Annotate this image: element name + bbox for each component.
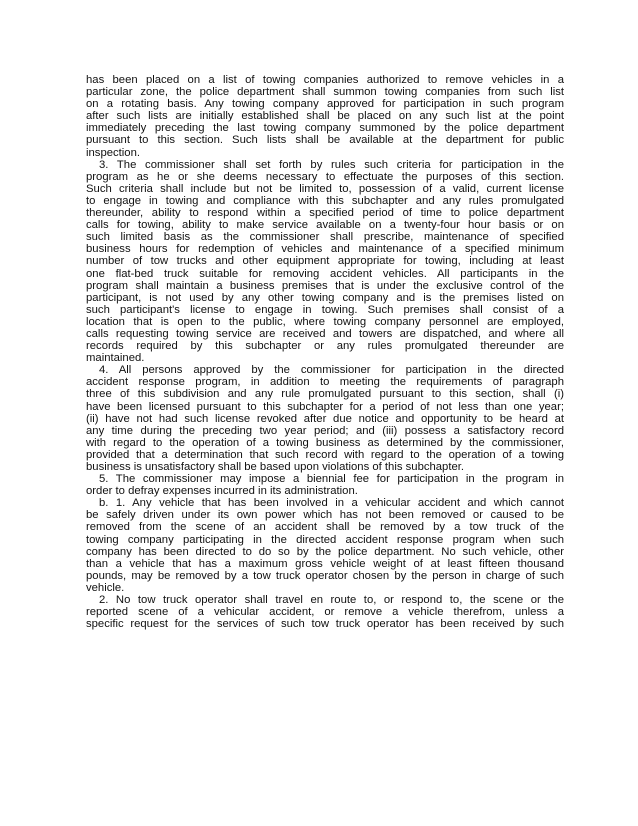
text-line: than a vehicle that has a maximum gross vehicle weight of at least fifteen thousand [86, 557, 564, 570]
text-line: one flat-bed truck suitable for removing accident vehicles. All participants in the [86, 267, 564, 280]
text-line: have been licensed pursuant to this subchapter for a period of not less than one year; [86, 400, 564, 413]
text-line: accident response program, in addition to meeting the requirements of paragraph [86, 376, 564, 389]
text-line: 4. All persons approved by the commissioner for participation in the directed [99, 364, 564, 377]
text-line: b. 1. Any vehicle that has been involved in a vehicular accident and which cannot [99, 497, 564, 510]
document-page [86, 74, 564, 630]
text-line: removed from the scene of an accident shall be removed by a tow truck of the [86, 521, 564, 534]
text-line: provided that a determination that such record with regard to the operation of a towing [86, 448, 564, 461]
text-line: number of tow trucks and other equipment appropriate for towing, including at least [86, 255, 564, 268]
text-line: calls requesting towing service are received and towers are dispatched, and where all [86, 327, 564, 340]
text-line: (ii) have not had such license revoked after due notice and opportunity to be heard at [86, 412, 564, 425]
text-line: such limited basis as the commissioner shall prescribe, maintenance of specified [86, 231, 564, 244]
text-line: calls for towing, ability to make service available on a twenty-four hour basis or on [86, 219, 564, 232]
text-line: program shall maintain a business premises that is under the exclusive control of the [86, 279, 564, 292]
text-line: be safely driven under its own power which has not been removed or caused to be [86, 509, 564, 522]
text-line: pounds, may be removed by a tow truck operator chosen by the person in charge of such [86, 569, 564, 582]
text-line: records required by this subchapter or any rules promulgated thereunder are [86, 340, 564, 353]
text-line: to engage in towing and compliance with this subchapter and any rules promulgated [86, 194, 564, 207]
text-line: 2. No tow truck operator shall travel en route to, or respond to, the scene or the [99, 594, 564, 607]
text-line: vehicle. [86, 581, 125, 594]
text-line: towing company participating in the directed accident response program when such [86, 533, 564, 546]
text-line: company has been directed to do so by the police department. No such vehicle, other [86, 545, 564, 558]
text-line: reported scene of a vehicular accident, or remove a vehicle therefrom, unless a [86, 606, 564, 619]
text-line: participant, is not used by any other towing company and is the premises listed on [86, 291, 564, 304]
text-line: location that is open to the public, where towing company personnel are employed, [86, 315, 564, 328]
text-line: three of this subdivision and any rule promulgated pursuant to this section, shall (i) [86, 388, 564, 401]
text-line: Such criteria shall include but not be limited to, possession of a valid, current license [86, 182, 564, 195]
text-line: pursuant to this section. Such lists shall be available at the department for public [86, 134, 564, 147]
text-line: has been placed on a list of towing companies authorized to remove vehicles in a [86, 74, 564, 86]
text-line: any time during the preceding two year period; and (iii) possess a satisfactory record [86, 424, 564, 437]
text-line: 5. The commissioner may impose a biennial fee for participation in the program in [99, 473, 564, 486]
text-line: particular zone, the police department shall summon towing companies from such list [86, 86, 564, 99]
text-line: inspection. [86, 146, 141, 159]
text-line: after such lists are initially established shall be placed on any such list at the point [86, 110, 564, 123]
text-line: on a rotating basis. Any towing company approved for participation in such program [86, 98, 564, 111]
text-line: maintained. [86, 352, 145, 365]
text-line: program as he or she deems necessary to effectuate the purposes of this section. [86, 170, 564, 183]
text-line: order to defray expenses incurred in its administration. [86, 485, 358, 498]
text-line: thereunder, ability to respond within a specified period of time to police department [86, 207, 564, 220]
text-line: 3. The commissioner shall set forth by rules such criteria for participation in the [99, 158, 564, 171]
text-line: such participant's license to engage in towing. Such premises shall consist of a [86, 303, 564, 316]
text-line: specific request for the services of such tow truck operator has been received by such [86, 618, 564, 631]
text-line: business is unsatisfactory shall be based upon violations of this subchapter. [86, 461, 465, 473]
text-line: immediately preceding the last towing company summoned by the police department [86, 122, 564, 135]
text-line: with regard to the operation of a towing business as determined by the commissioner, [86, 436, 564, 449]
text-line: business hours for redemption of vehicles and maintenance of a specified minimum [86, 243, 564, 256]
